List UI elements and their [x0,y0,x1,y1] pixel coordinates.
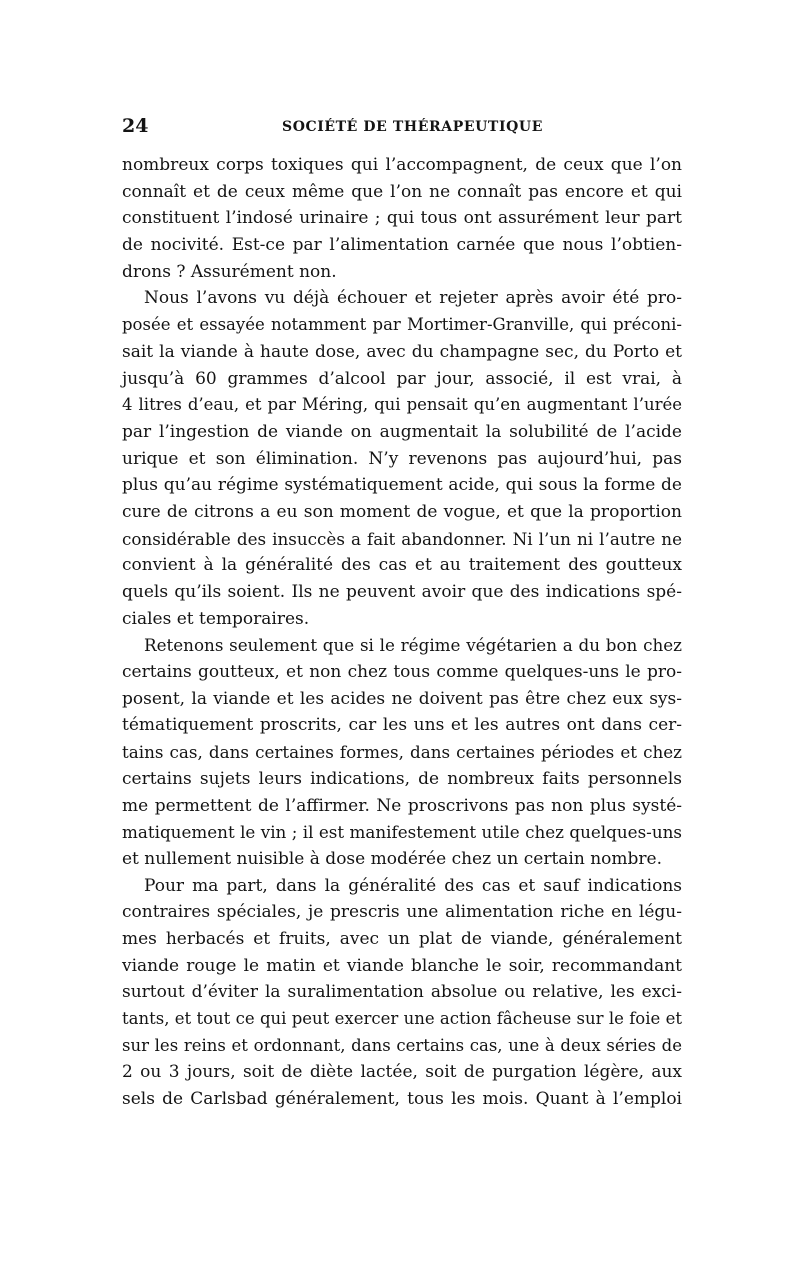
text-line: convient à la généralité des cas et au traitement des goutteux [122,555,682,576]
text-line: viande rouge le matin et viande blanche le soir, recommandant [122,955,682,976]
text-line: certains sujets leurs indications, de nombreux faits personnels [122,768,682,789]
text-line: constituent l’indosé urinaire ; qui tous ont assurément leur part [122,208,682,229]
text-line: tains cas, dans certaines formes, dans certaines périodes et chez [122,742,682,763]
text-line: mes herbacés et fruits, avec un plat de viande, généralement [122,928,682,949]
text-line: plus qu’au régime systématiquement acide, qui sous la forme de [122,475,682,496]
text-line: 4 litres d’eau, et par Méring, qui pensait qu’en augmentant l’urée [122,395,682,415]
text-line: tants, et tout ce qui peut exercer une action fâcheuse sur le foie et [122,1009,682,1028]
text-line: cure de citrons a eu son moment de vogue, et que la proportion [122,501,682,522]
text-line: ciales et temporaires. [122,608,310,629]
text-line: Retenons seulement que si le régime végétarien a du bon chez [144,635,682,656]
text-line: contraires spéciales, je prescris une alimentation riche en légu- [122,902,682,923]
text-line: connaît et de ceux même que l’on ne connaît pas encore et qui [122,181,682,202]
text-line: matiquement le vin ; il est manifestement utile chez quelques-uns [122,822,682,843]
text-line: et nullement nuisible à dose modérée chez un certain nombre. [122,848,662,869]
running-head [122,114,682,138]
text-line: considérable des insuccès a fait abandonner. Ni l’un ni l’autre ne [122,528,682,549]
text-line: nombreux corps toxiques qui l’accompagnent, de ceux que l’on [122,155,682,175]
text-line: urique et son élimination. N’y revenons pas aujourd’hui, pas [122,448,682,469]
text-line: posée et essayée notamment par Mortimer-Granville, qui préconi- [122,315,682,335]
text-line: sur les reins et ordonnant, dans certains cas, une à deux séries de [122,1035,682,1055]
running-title: SOCIÉTÉ DE THÉRAPEUTIQUE [282,119,543,135]
text-line: me permettent de l’affirmer. Ne proscrivons pas non plus systé- [122,795,682,816]
text-line: tématiquement proscrits, car les uns et les autres ont dans cer- [122,715,682,736]
text-line: Nous l’avons vu déjà échouer et rejeter après avoir été pro- [144,288,682,309]
text-line: par l’ingestion de viande on augmentait la solubilité de l’acide [122,421,682,442]
text-line: jusqu’à 60 grammes d’alcool par jour, associé, il est vrai, à [122,368,682,389]
text-line: surtout d’éviter la suralimentation absolue ou relative, les exci- [122,982,682,1003]
text-line: certains goutteux, et non chez tous comme quelques-uns le pro- [122,662,682,683]
text-line: 2 ou 3 jours, soit de diète lactée, soit de purgation légère, aux [122,1062,682,1083]
text-line: posent, la viande et les acides ne doivent pas être chez eux sys- [122,688,682,709]
text-line: Pour ma part, dans la généralité des cas et sauf indications [144,875,682,896]
body-text [122,152,682,1113]
page-number: 24 [122,115,149,137]
text-line: sait la viande à haute dose, avec du champagne sec, du Porto et [122,341,682,362]
text-line: quels qu’ils soient. Ils ne peuvent avoir que des indications spé- [122,582,682,602]
text-line: de nocivité. Est-ce par l’alimentation carnée que nous l’obtien- [122,235,682,256]
text-line: sels de Carlsbad généralement, tous les mois. Quant à l’emploi [122,1089,682,1110]
text-line: drons ? Assurément non. [122,261,337,282]
